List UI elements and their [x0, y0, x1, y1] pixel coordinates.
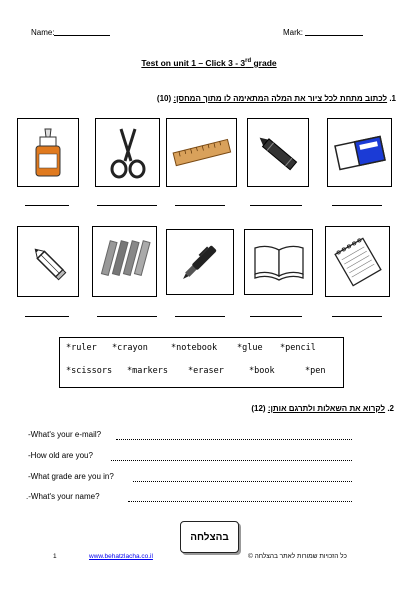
question-line-1: -What's your e-mail?	[28, 430, 102, 439]
word-bank	[59, 337, 344, 388]
answer-line-2[interactable]	[111, 460, 352, 461]
scissors-picture	[95, 118, 160, 187]
eraser-icon	[333, 131, 387, 175]
word-bank-item: *notebook	[171, 343, 218, 353]
book-picture	[244, 229, 313, 295]
answer-line-3[interactable]	[133, 481, 352, 482]
word-bank-item: *markers	[127, 366, 168, 376]
question-line-4: .-What's your name?	[26, 492, 100, 501]
word-bank-item: *book	[249, 366, 275, 376]
notebook-picture	[325, 226, 390, 297]
markers-picture	[92, 226, 157, 297]
answer-blank-3[interactable]	[175, 205, 225, 206]
page-title: Test on unit 1 – Click 3 - 3rd grade	[141, 58, 277, 68]
pen-icon	[174, 236, 226, 288]
answer-line-1[interactable]	[116, 439, 352, 440]
answer-blank-4[interactable]	[250, 205, 302, 206]
crayon-icon	[252, 127, 304, 179]
word-bank-item: *crayon	[112, 343, 148, 353]
answer-blank-1[interactable]	[25, 205, 69, 206]
markers-icon	[98, 237, 152, 287]
site-logo: בהצלחה	[180, 521, 239, 553]
name-label: Name:	[31, 28, 55, 37]
eraser-picture	[327, 118, 392, 187]
question-line-3: -What grade are you in?	[28, 472, 114, 481]
answer-blank-7[interactable]	[97, 316, 157, 317]
ruler-picture	[166, 118, 237, 187]
pencil-icon	[24, 234, 72, 290]
mark-label: Mark:	[283, 28, 303, 37]
glue-icon	[28, 127, 68, 179]
word-bank-item: *scissors	[66, 366, 113, 376]
mark-blank[interactable]	[305, 35, 363, 36]
name-blank[interactable]	[54, 35, 110, 36]
page-number: 1	[53, 553, 57, 560]
word-bank-item: *pen	[305, 366, 326, 376]
glue-picture	[17, 118, 79, 187]
answer-blank-8[interactable]	[175, 316, 225, 317]
question-2-heading: 2. לקרוא את השאלות ולתרגם אותן: (12)	[251, 404, 394, 413]
answer-blank-10[interactable]	[332, 316, 382, 317]
pencil-picture	[17, 226, 79, 297]
pen-picture	[166, 229, 234, 295]
answer-line-4[interactable]	[128, 501, 352, 502]
question-1-heading: 1. לכתוב מתחת לכל ציור את המלה המתאימה לו מתוך המחסן: (10)	[156, 94, 396, 103]
ruler-icon	[172, 138, 232, 168]
answer-blank-2[interactable]	[97, 205, 157, 206]
answer-blank-6[interactable]	[25, 316, 69, 317]
word-bank-item: *eraser	[188, 366, 224, 376]
word-bank-item: *ruler	[66, 343, 97, 353]
crayon-picture	[247, 118, 309, 187]
word-bank-item: *pencil	[280, 343, 316, 353]
copyright-notice: כל הזכויות שמורות לאתר בהצלחה ©	[248, 553, 347, 560]
site-link[interactable]: www.behatzlacha.co.il	[89, 553, 153, 560]
word-bank-item: *glue	[237, 343, 263, 353]
scissors-icon	[107, 125, 149, 181]
question-line-2: -How old are you?	[28, 451, 93, 460]
book-icon	[251, 242, 307, 282]
notebook-icon	[332, 236, 384, 288]
answer-blank-9[interactable]	[250, 316, 302, 317]
answer-blank-5[interactable]	[332, 205, 382, 206]
